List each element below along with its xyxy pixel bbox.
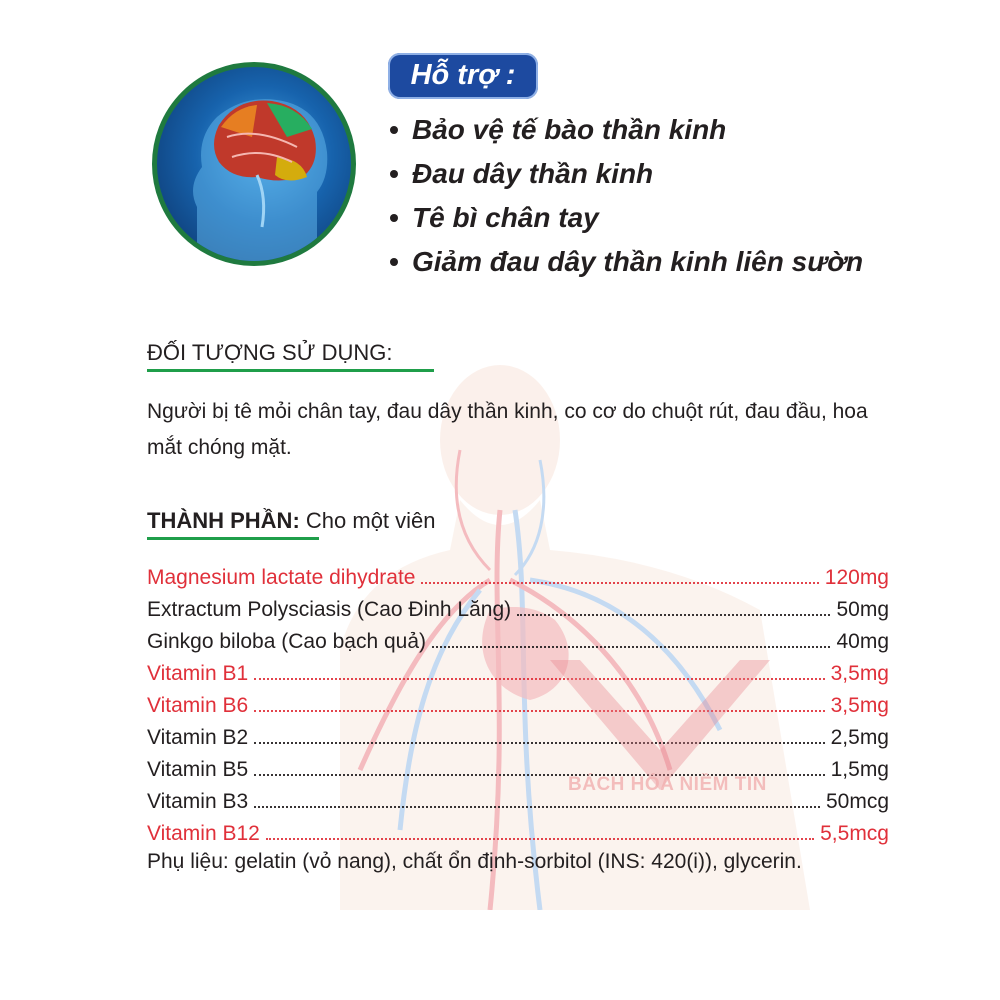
ingredient-name: Vitamin B1 xyxy=(147,662,249,685)
ingredient-amount: 2,5mg xyxy=(830,726,889,749)
bullet-icon xyxy=(390,126,398,134)
support-list xyxy=(390,108,863,284)
ingredient-amount: 3,5mg xyxy=(830,662,889,685)
support-badge xyxy=(388,53,538,99)
bullet-icon xyxy=(390,214,398,222)
support-item xyxy=(390,240,863,284)
ingredient-name: Vitamin B2 xyxy=(147,726,249,749)
target-users-text: Người bị tê mỏi chân tay, đau dây thần kinh, co cơ do chuột rút, đau đầu, hoa mắt chóng mặt. xyxy=(147,400,868,459)
target-users-underline xyxy=(147,369,434,372)
excipient-text: Phụ liệu: gelatin (vỏ nang), chất ổn định-sorbitol (INS: 420(i)), glycerin. xyxy=(147,850,802,873)
dot-leader xyxy=(266,838,814,840)
ingredient-amount: 50mg xyxy=(836,598,889,621)
ingredient-name: Magnesium lactate dihydrate xyxy=(147,566,416,589)
support-item-label: Tê bì chân tay xyxy=(412,202,599,233)
watermark-text: BÁCH HÓA NIỀM TIN xyxy=(568,774,767,795)
support-item-label: Bảo vệ tế bào thần kinh xyxy=(412,114,727,145)
ingredient-name: Vitamin B6 xyxy=(147,694,249,717)
dot-leader xyxy=(421,582,818,584)
support-item xyxy=(390,108,863,152)
support-item xyxy=(390,152,863,196)
ingredients-heading-row xyxy=(147,508,436,534)
support-item xyxy=(390,196,863,240)
ingredient-amount: 3,5mg xyxy=(830,694,889,717)
ingredient-name: Extractum Polysciasis (Cao Đinh Lăng) xyxy=(147,598,512,621)
target-users-heading: ĐỐI TƯỢNG SỬ DỤNG: xyxy=(147,340,393,365)
ingredient-amount: 120mg xyxy=(824,566,889,589)
bullet-icon xyxy=(390,170,398,178)
ingredient-amount: 40mg xyxy=(836,630,889,653)
ingredient-amount: 50mcg xyxy=(825,790,889,813)
ingredient-name: Ginkgo biloba (Cao bạch quả) xyxy=(147,630,427,653)
ingredient-row xyxy=(147,814,889,846)
ingredients-heading: THÀNH PHẦN: xyxy=(147,508,300,533)
ingredients-subheading: Cho một viên xyxy=(305,508,436,533)
support-title: Hỗ trợ : xyxy=(410,59,516,91)
ingredient-name: Vitamin B12 xyxy=(147,822,260,845)
ingredient-row xyxy=(147,590,889,622)
support-item-label: Đau dây thần kinh xyxy=(412,158,654,189)
dot-leader xyxy=(517,614,830,616)
ingredient-amount: 5,5mcg xyxy=(820,822,889,845)
support-item-label: Giảm đau dây thần kinh liên sườn xyxy=(412,246,864,277)
brain-image xyxy=(152,62,356,266)
ingredients-underline xyxy=(147,537,319,540)
brain-icon xyxy=(157,67,351,261)
ingredient-row xyxy=(147,558,889,590)
ingredient-amount: 1,5mg xyxy=(830,758,889,781)
ingredient-name: Vitamin B5 xyxy=(147,758,249,781)
ingredient-name: Vitamin B3 xyxy=(147,790,249,813)
bullet-icon xyxy=(390,258,398,266)
